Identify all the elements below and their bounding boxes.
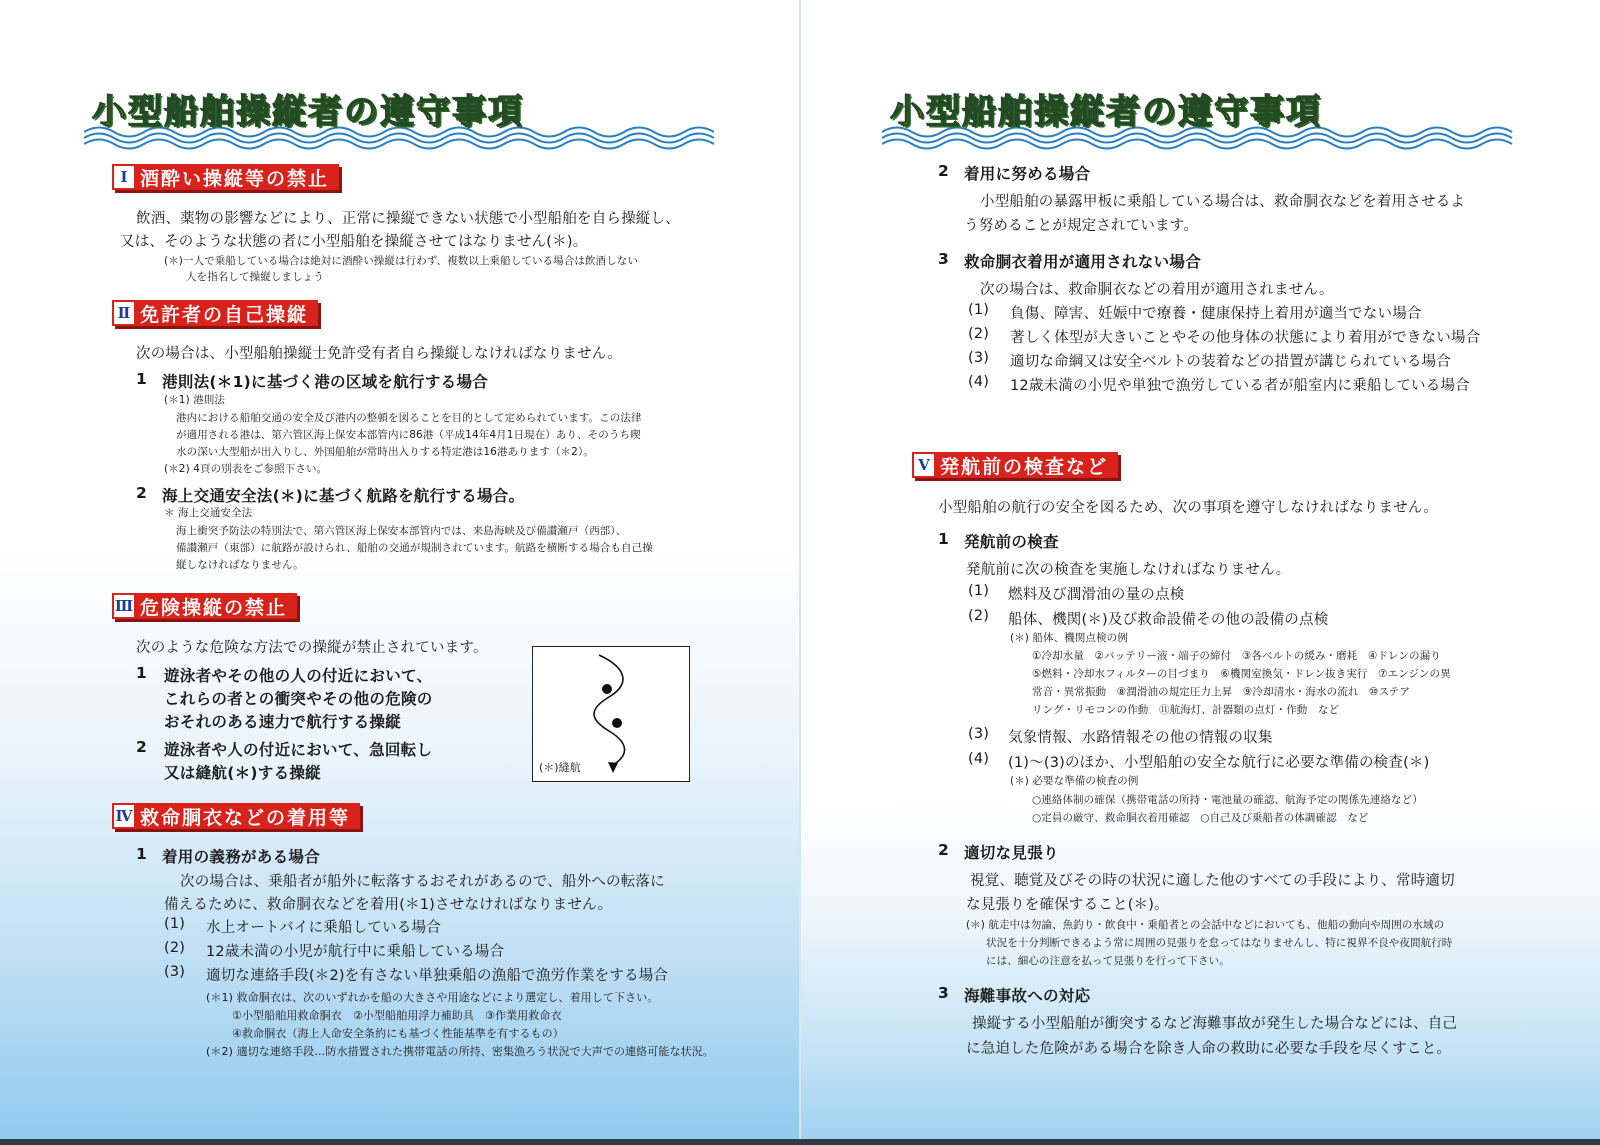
sub-item: 適切な命綱又は安全ベルトの装着などの措置が講じられている場合 — [1010, 354, 1451, 370]
paragraph: に急迫した危険がある場合を除き人命の救助に必要な手段を尽くすこと。 — [966, 1041, 1452, 1057]
note: ○連絡体制の確保（携帯電話の所持・電池量の確認、航海予定の関係先連絡など） — [1032, 794, 1423, 806]
figure-caption: (＊)縫航 — [539, 761, 581, 774]
paragraph: 視覚、聴覚及びその時の状況に適した他のすべての手段により、常時適切 — [970, 873, 1455, 889]
sub-number: (2) — [968, 326, 990, 342]
section-title: 危険操縦の禁止 — [140, 596, 288, 619]
sub-number: (3) — [164, 964, 186, 980]
paragraph: 次の場合は、小型船舶操縦士免許受有者自ら操縦しなければなりません。 — [136, 346, 622, 362]
note: ⑤燃料・冷却水フィルターの目づまり ⑥機関室換気・ドレン抜き実行 ⑦エンジンの異 — [1032, 668, 1451, 680]
note: (＊) 航走中は勿論、魚釣り・飲食中・乗船者との会話中などにおいても、他船の動向や周囲の水域の — [966, 919, 1445, 931]
sub-number: (3) — [968, 350, 990, 366]
item-heading: 海難事故への対応 — [964, 987, 1091, 1005]
note: (＊)一人で乗船している場合は絶対に酒酔い操縦は行わず、複数以上乗船している場合は飲酒しない — [164, 255, 638, 267]
section-3-heading — [112, 593, 297, 619]
note: 状況を十分判断できるよう常に周囲の見張りを怠ってはなりませんし、特に視界不良や夜間航行時 — [986, 937, 1453, 949]
item-text: 遊泳者や人の付近において、急回転し — [164, 741, 433, 759]
paragraph: 飲酒、薬物の影響などにより、正常に操縦できない状態で小型船舶を自ら操縦し、 — [136, 211, 680, 227]
note: (＊) 必要な準備の検査の例 — [1010, 775, 1139, 787]
note: ＊ 海上交通安全法 — [164, 507, 253, 519]
item-heading: 適切な見張り — [964, 844, 1059, 862]
sub-number: (2) — [164, 940, 186, 956]
note: 人を指名して操縦しましょう — [186, 271, 324, 283]
note: リング・リモコンの作動 ⑪航海灯、計器類の点灯・作動 など — [1032, 704, 1340, 716]
note: 縦しなければなりません。 — [176, 559, 304, 571]
section-4-heading — [112, 803, 360, 829]
item-heading: 港則法(＊1)に基づく港の区域を航行する場合 — [162, 373, 489, 391]
note: (＊1) 港則法 — [164, 394, 226, 406]
left-title-banner — [84, 84, 714, 144]
section-title: 酒酔い操縦等の禁止 — [140, 167, 330, 190]
paragraph: 操縦する小型船舶が衝突するなど海難事故が発生した場合などには、自己 — [972, 1016, 1458, 1032]
right-title-banner — [882, 84, 1514, 144]
sub-item: 適切な連絡手段(＊2)を有さない単独乗船の漁船で漁労作業をする場合 — [206, 968, 669, 984]
item-number: 2 — [136, 484, 148, 502]
sub-item: 著しく体型が大きいことやその他身体の状態により着用ができない場合 — [1010, 330, 1481, 346]
paragraph: 小型船舶の航行の安全を図るため、次の事項を遵守しなければなりません。 — [938, 500, 1439, 516]
paragraph: う努めることが規定されています。 — [964, 218, 1199, 234]
section-2-heading — [112, 300, 318, 326]
note: ①冷却水量 ②バッテリー液・端子の締付 ③各ベルトの緩み・磨耗 ④ドレンの漏り — [1032, 650, 1441, 662]
sub-item: 気象情報、水路情報その他の情報の収集 — [1008, 730, 1273, 746]
item-heading: 着用に努める場合 — [964, 165, 1091, 183]
section-number: Ⅱ — [114, 302, 134, 324]
note: (＊2) 適切な連絡手段…防水措置された携帯電話の所持、密集漁ろう状況で大声での連絡可能な状況。 — [206, 1045, 714, 1058]
paragraph: 小型船舶の暴露甲板に乗船している場合は、救命胴衣などを着用させるよ — [980, 194, 1466, 210]
sub-number: (1) — [968, 302, 990, 318]
section-5-heading — [912, 452, 1118, 478]
note: 港内における船舶交通の安全及び港内の整頓を図ることを目的として定められています。この法律 — [176, 412, 642, 424]
item-heading: 救命胴衣着用が適用されない場合 — [964, 253, 1202, 271]
item-number: 2 — [938, 162, 950, 180]
sub-item: 負傷、障害、妊娠中で療養・健康保持上着用が適当でない場合 — [1010, 306, 1422, 322]
sub-item: 船体、機関(＊)及び救命設備その他の設備の点検 — [1008, 612, 1329, 628]
note: ○定員の厳守、救命胴衣着用確認 ○自己及び乗船者の体調確認 など — [1032, 812, 1369, 824]
sub-number: (2) — [968, 608, 990, 624]
note: が適用される港は、第六管区海上保安本部管内に86港（平成14年4月1日現在）あり、そのうち喫 — [176, 429, 641, 441]
paragraph: 次の場合は、救命胴衣などの着用が適用されません。 — [980, 282, 1334, 298]
sub-number: (3) — [968, 726, 990, 742]
item-number: 2 — [136, 738, 148, 756]
sub-item: 水上オートバイに乗船している場合 — [206, 920, 441, 936]
item-text: 又は縫航(＊)する操縦 — [164, 764, 321, 782]
note: 海上衝突予防法の特別法で、第六管区海上保安本部管内では、来島海峡及び備讃瀬戸（西部）、 — [176, 525, 627, 537]
item-number: 1 — [136, 664, 148, 682]
item-text: これらの者との衝突やその他の危険の — [164, 690, 433, 708]
note: (＊) 船体、機関点検の例 — [1010, 632, 1128, 644]
note: 備讃瀬戸（東部）に航路が設けられ、船舶の交通が規制されています。航路を横断する場合も自己操 — [176, 542, 653, 554]
paragraph: 次のような危険な方法での操縦が禁止されています。 — [136, 640, 488, 656]
item-number: 3 — [938, 984, 950, 1002]
note: ①小型船舶用救命胴衣 ②小型船舶用浮力補助具 ③作業用救命衣 — [232, 1009, 562, 1022]
note: 常音・異常振動 ⑧潤滑油の規定圧力上昇 ⑨冷却清水・海水の流れ ⑩ステア — [1032, 686, 1411, 698]
item-number: 2 — [938, 841, 950, 859]
item-text: おそれのある速力で航行する操縦 — [164, 713, 402, 731]
item-heading: 発航前の検査 — [964, 533, 1059, 551]
note: 水の深い大型船が出入りし、外国船舶が常時出入りする特定港は16港あります（＊2）。 — [176, 446, 594, 458]
sub-number: (4) — [968, 751, 990, 767]
page-title: 小型船舶操縦者の遵守事項 — [92, 92, 524, 132]
section-title: 免許者の自己操縦 — [140, 303, 309, 326]
page-gutter — [799, 0, 801, 1145]
sub-number: (1) — [164, 916, 186, 932]
note: には、細心の注意を払って見張りを行って下さい。 — [986, 955, 1230, 967]
item-number: 1 — [136, 370, 148, 388]
sub-item: 燃料及び潤滑油の量の点検 — [1008, 587, 1185, 603]
right-page — [800, 0, 1600, 1145]
bottom-border — [0, 1139, 1600, 1145]
section-number: Ⅰ — [114, 166, 134, 188]
paragraph: な見張りを確保すること(＊)。 — [966, 897, 1169, 913]
item-heading: 着用の義務がある場合 — [162, 848, 321, 866]
sub-item: 12歳未満の小児や単独で漁労している者が船室内に乗船している場合 — [1010, 378, 1470, 394]
note: (＊2) 4頁の別表をご参照下さい。 — [164, 463, 328, 475]
section-number: Ⅳ — [115, 807, 133, 825]
item-heading: 海上交通安全法(＊)に基づく航路を航行する場合。 — [162, 487, 525, 505]
section-title: 救命胴衣などの着用等 — [140, 806, 351, 829]
sub-number: (1) — [968, 583, 990, 599]
paragraph: 次の場合は、乗船者が船外に転落するおそれがあるので、船外への転落に — [180, 874, 665, 890]
item-number: 1 — [136, 845, 148, 863]
sub-item: (1)～(3)のほか、小型船舶の安全な航行に必要な準備の検査(＊) — [1008, 755, 1430, 771]
sub-number: (4) — [968, 374, 990, 390]
section-number: Ⅴ — [914, 454, 934, 476]
item-number: 3 — [938, 250, 950, 268]
note: ④救命胴衣（海上人命安全条約にも基づく性能基準を有するもの） — [232, 1027, 564, 1040]
section-1-heading — [112, 164, 339, 190]
item-text: 遊泳者やその他の人の付近において、 — [164, 667, 433, 685]
section-number: Ⅲ — [114, 597, 134, 615]
note: (＊1) 救命胴衣は、次のいずれかを船の大きさや用途などにより選定し、着用して下さい。 — [206, 991, 659, 1004]
item-number: 1 — [938, 530, 950, 548]
sub-item: 12歳未満の小児が航行中に乗船している場合 — [206, 944, 505, 960]
paragraph: 発航前に次の検査を実施しなければなりません。 — [966, 562, 1291, 578]
page-title: 小型船舶操縦者の遵守事項 — [890, 92, 1322, 132]
paragraph: 備えるために、救命胴衣などを着用(＊1)させなければなりません。 — [164, 897, 613, 913]
weaving-figure — [532, 646, 690, 782]
paragraph: 又は、そのような状態の者に小型船舶を操縦させてはなりません(＊)。 — [120, 234, 588, 250]
section-title: 発航前の検査など — [940, 455, 1109, 478]
